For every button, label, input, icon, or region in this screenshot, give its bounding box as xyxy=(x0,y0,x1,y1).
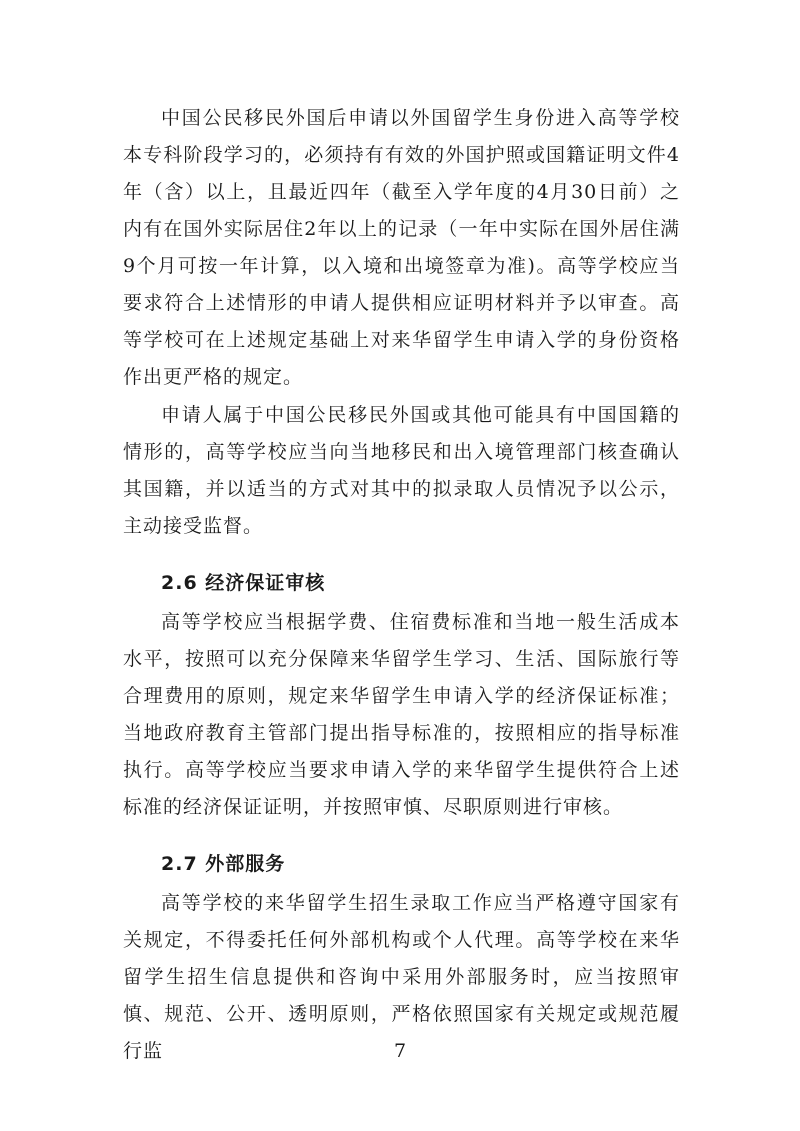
page-number: 7 xyxy=(393,1040,407,1062)
section-heading-financial-guarantee: 2.6 经济保证审核 xyxy=(161,572,326,594)
section-heading-external-services: 2.7 外部服务 xyxy=(161,853,286,875)
paragraph-financial-guarantee: 高等学校应当根据学费、住宿费标准和当地一般生活成本水平，按照可以充分保障来华留学生学习、生活、国际旅行等合理费用的原则，规定来华留学生申请入学的经济保证标准；当地政府教育主管部门提出指导标准的，按照相应的指导标准执行。高等学校应当要求申请入学的来华留学生提供符合上述标准的经济保证证明，并按照审慎、尽职原则进行审核。 xyxy=(123,611,680,818)
paragraph-nationality-check: 申请人属于中国公民移民外国或其他可能具有中国国籍的情形的，高等学校应当向当地移民和出入境管理部门核查确认其国籍，并以适当的方式对其中的拟录取人员情况予以公示，主动接受监督。 xyxy=(123,404,680,537)
document-body xyxy=(123,100,680,1070)
paragraph-external-services: 高等学校的来华留学生招生录取工作应当严格遵守国家有关规定，不得委托任何外部机构或个人代理。高等学校在来华留学生招生信息提供和咨询中采用外部服务时，应当按照审慎、规范、公开、透明原则，严格依照国家有关规定或规范履行监 xyxy=(123,892,680,1062)
paragraph-identity-review: 中国公民移民外国后申请以外国留学生身份进入高等学校本专科阶段学习的，必须持有有效的外国护照或国籍证明文件4年（含）以上，且最近四年（截至入学年度的4月30日前）之内有在国外实际居住2年以上的记录（一年中实际在国外居住满9个月可按一年计算，以入境和出境签章为准)。高等学校应当要求符合上述情形的申请人提供相应证明材料并予以审查。高等学校可在上述规定基础上对来华留学生申请入学的身份资格作出更严格的规定。 xyxy=(123,107,680,388)
